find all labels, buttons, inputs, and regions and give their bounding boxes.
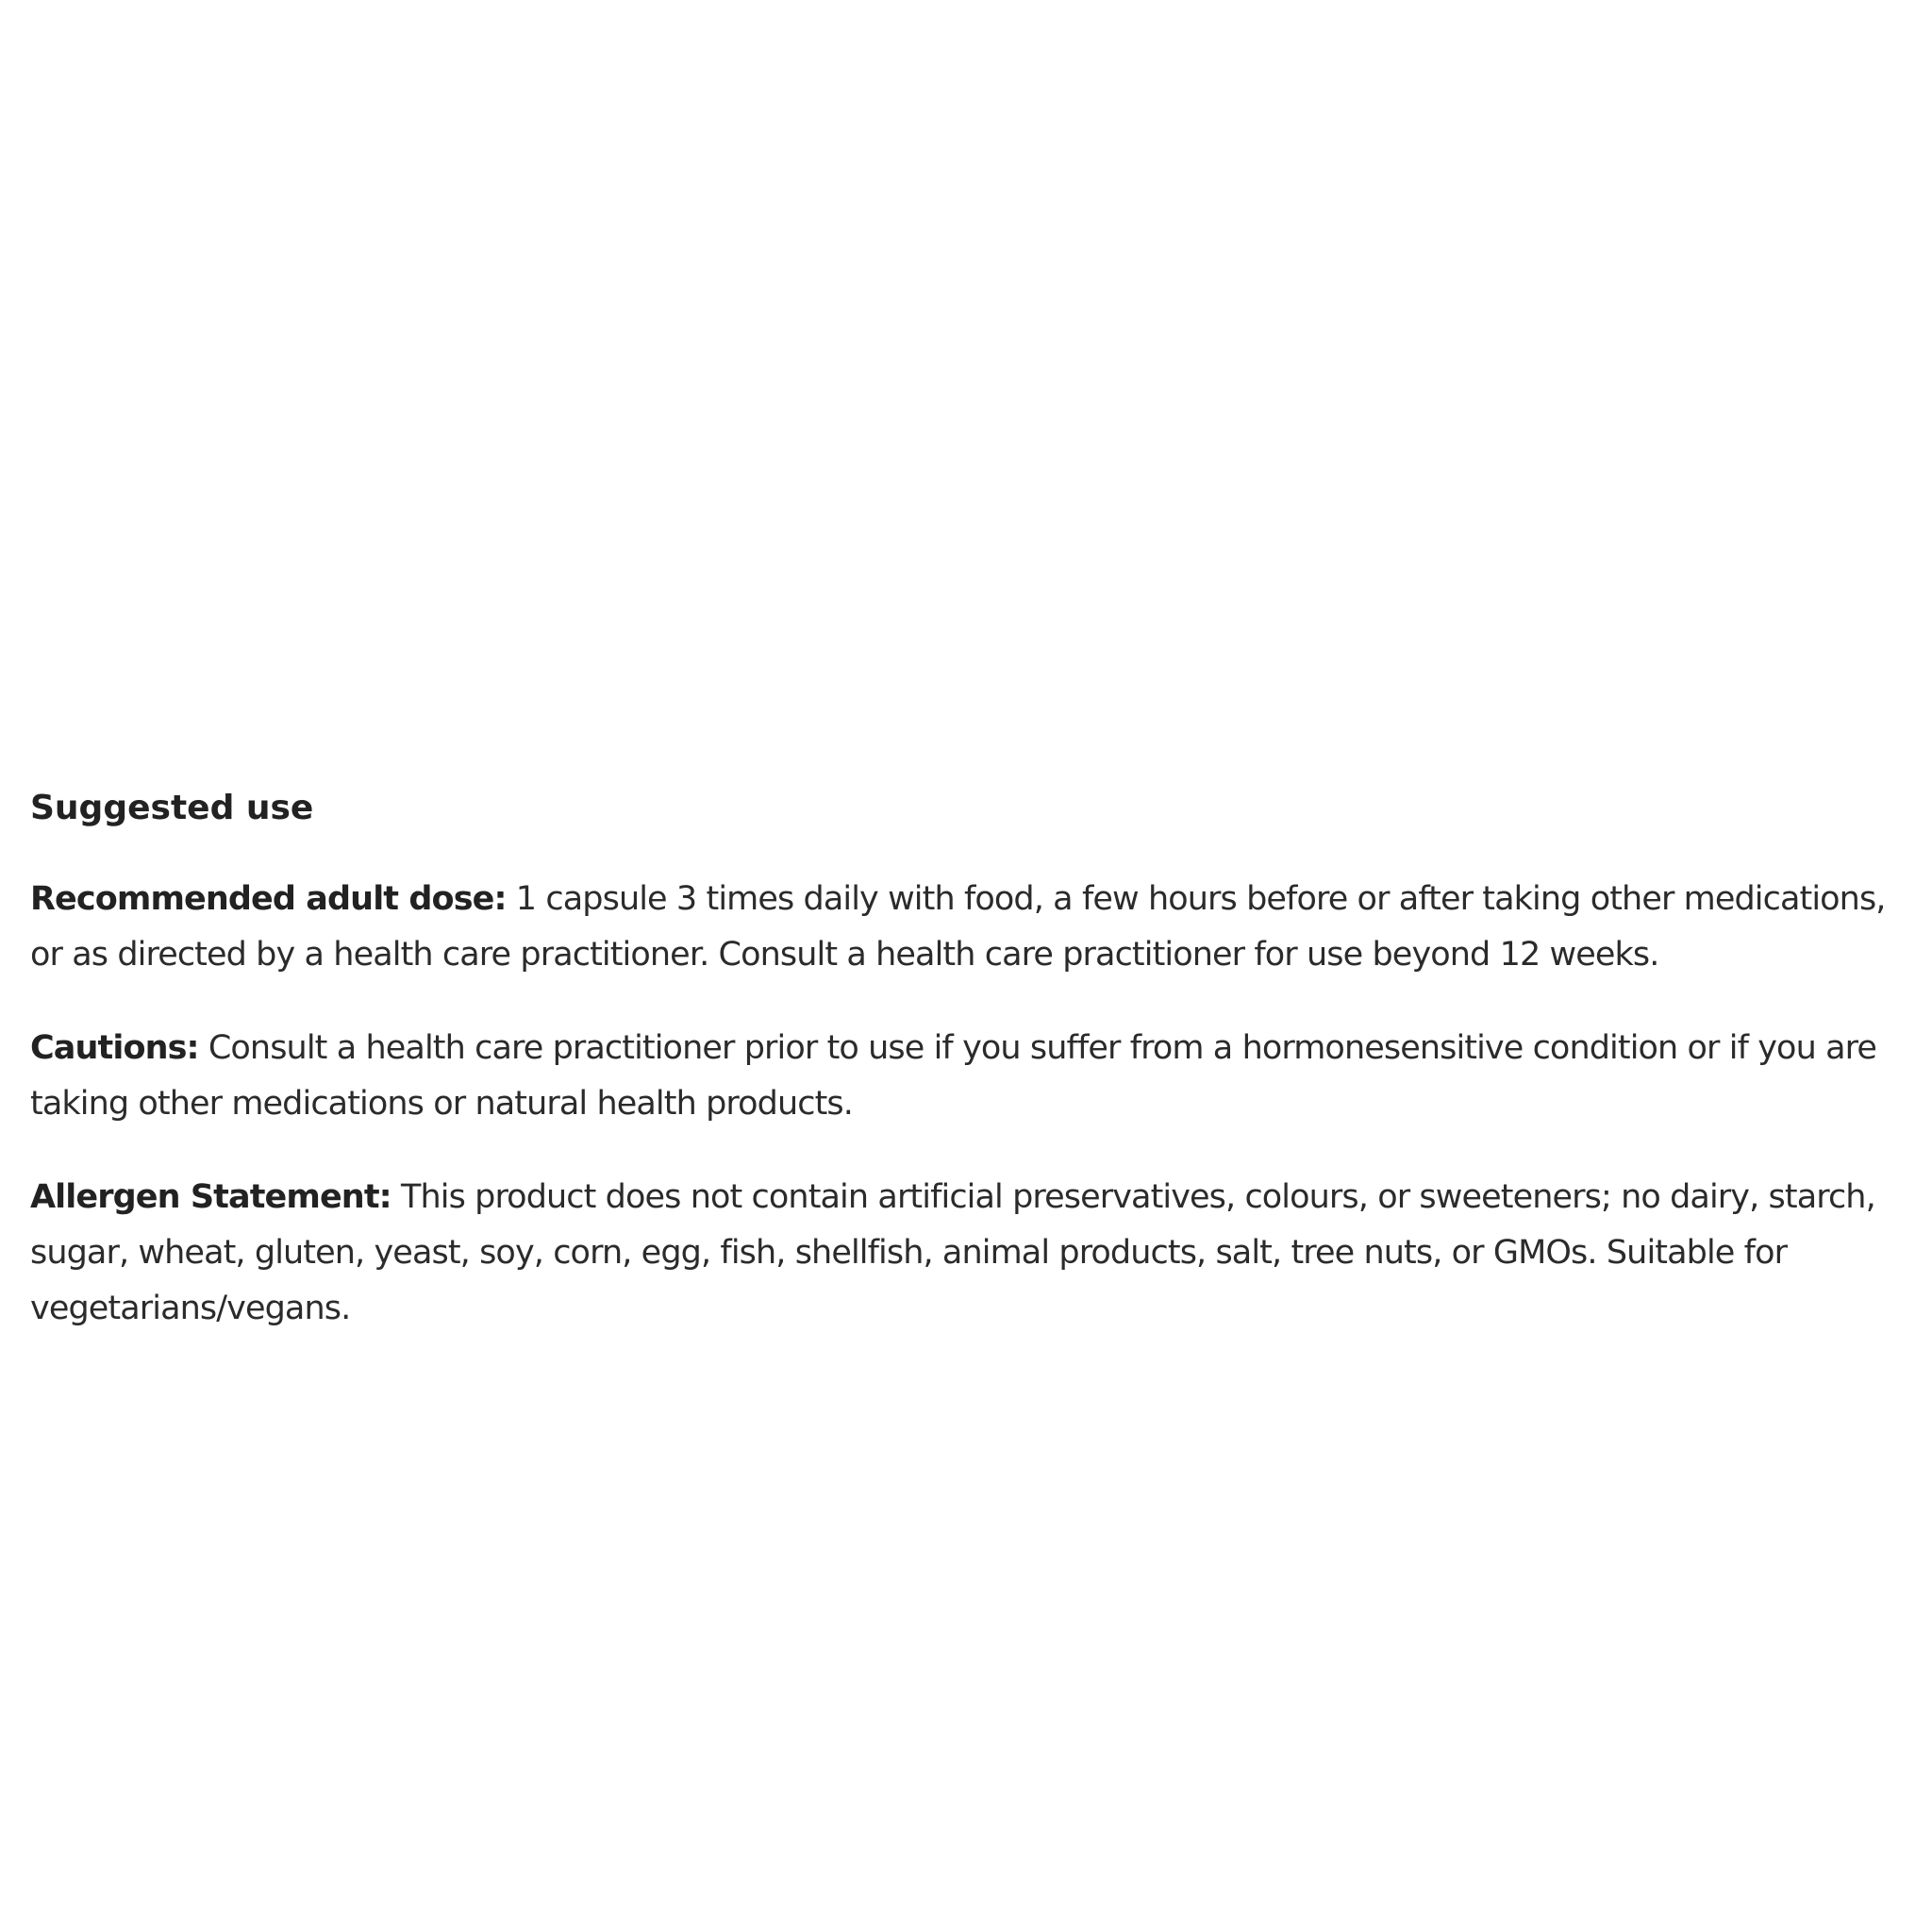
allergen-text: This product does not contain artificial preservatives, colours, or sweeteners; no dairy, starch, sugar, wheat, gluten, yeast, soy, corn, egg, fish, shellfish, animal products, salt, tree nuts, or GMOs. Suitable for vegetarians/vegans.: [30, 1178, 1875, 1327]
section-heading: Suggested use: [30, 789, 314, 827]
cautions-paragraph: [30, 1021, 1907, 1132]
allergen-paragraph: [30, 1170, 1907, 1337]
cautions-text: Consult a health care practitioner prior to use if you suffer from a hormonesensitive condition or if you are taking other medications or natural health products.: [30, 1029, 1876, 1123]
cautions-label: Cautions:: [30, 1029, 199, 1067]
suggested-use-section: [30, 785, 1907, 1374]
dose-text: 1 capsule 3 times daily with food, a few hours before or after taking other medications, or as directed by a health care practitioner. Consult a health care practitioner for use beyond 12 weeks.: [30, 880, 1886, 974]
allergen-label: Allergen Statement:: [30, 1178, 391, 1216]
dose-paragraph: [30, 872, 1907, 983]
dose-label: Recommended adult dose:: [30, 880, 507, 918]
